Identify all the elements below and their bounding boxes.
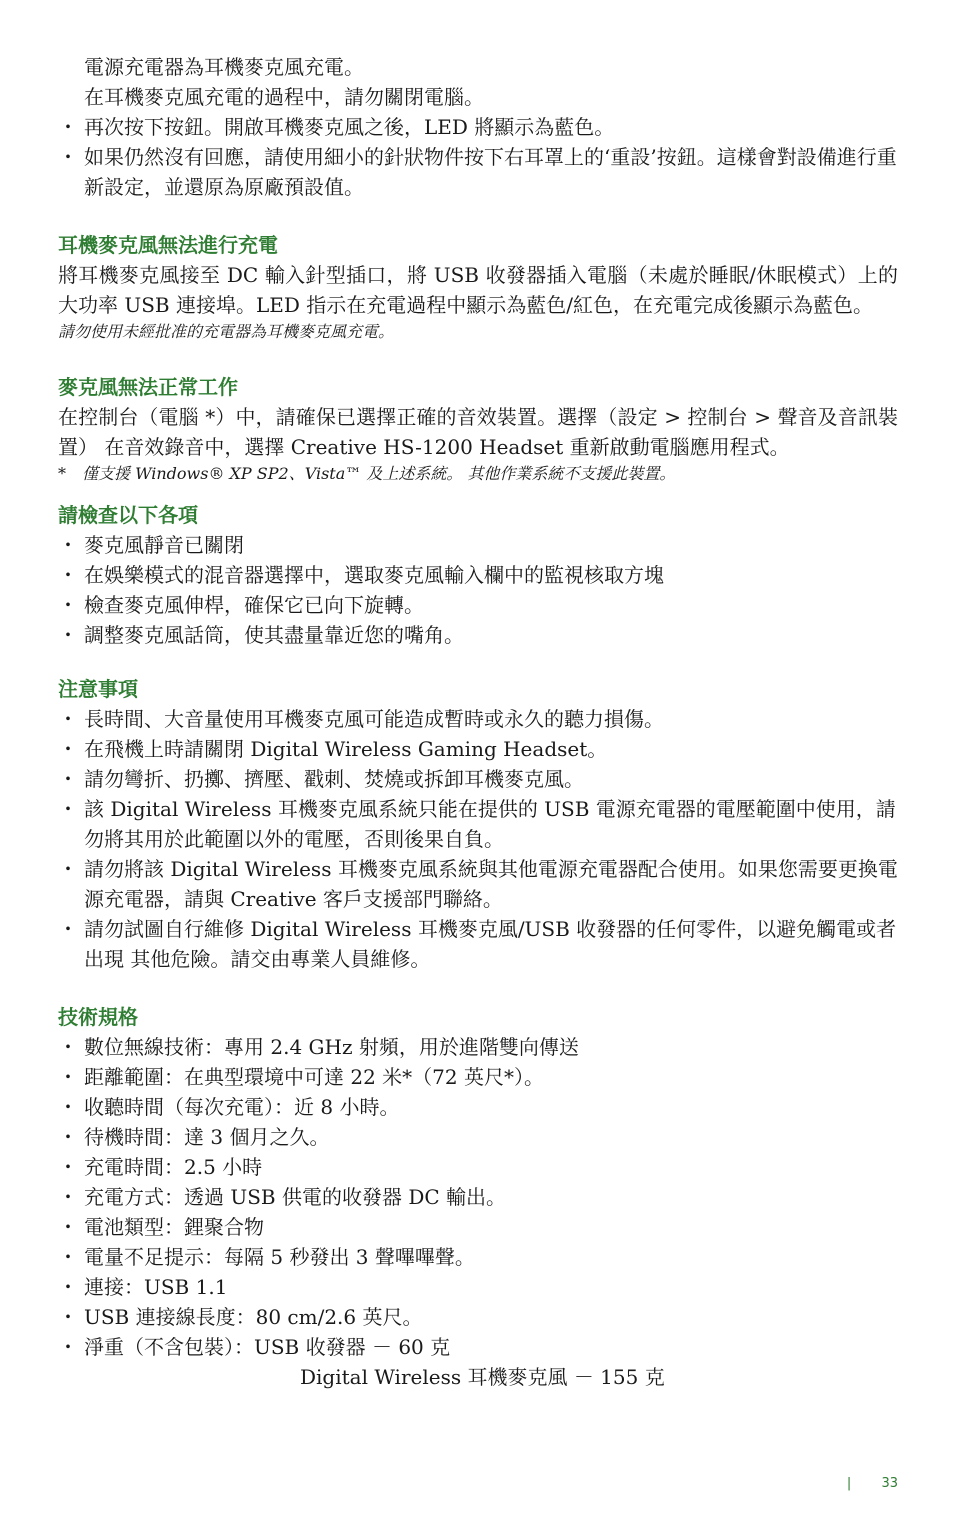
section-title-mic: 麥克風無法正常工作 (58, 375, 238, 399)
charging-note: 請勿使用未經批准的充電器為耳機麥克風充電。 (58, 322, 395, 341)
list-item: ・ USB 連接線長度：80 cm/2.6 英尺。 (58, 1302, 898, 1332)
page-number: 33 (881, 1476, 898, 1491)
list-item: ・ 請勿將該 Digital Wireless 耳機麥克風系統與其他電源充電器配合使用。如果您需要更換電源充電器，請與 Creative 客戶支援部門聯絡。 (58, 854, 898, 914)
list-item: ・ 淨重（不含包裝）：USB 收發器 － 60 克 (58, 1332, 898, 1362)
section-title-check: 請檢查以下各項 (58, 503, 198, 527)
list-item: ・ 距離範圍：在典型環境中可達 22 米*（72 英尺*）。 (58, 1062, 898, 1092)
specs-list (58, 1032, 898, 1362)
list-item: ・ 電池類型：鋰聚合物 (58, 1212, 898, 1242)
list-item: ・ 數位無線技術：專用 2.4 GHz 射頻，用於進階雙向傳送 (58, 1032, 898, 1062)
caution-list (58, 704, 898, 974)
section-title-specs: 技術規格 (58, 1005, 138, 1029)
list-item: ・ 在娛樂模式的混音器選擇中，選取麥克風輸入欄中的監視核取方塊 (58, 560, 898, 590)
list-item: ・ 該 Digital Wireless 耳機麥克風系統只能在提供的 USB 電源充電器的電壓範圍中使用，請勿將其用於此範圍以外的電壓，否則後果自負。 (58, 794, 898, 854)
list-item: ・ 請勿彎折、扔擲、擠壓、戳刺、焚燒或拆卸耳機麥克風。 (58, 764, 898, 794)
intro-list (58, 112, 898, 202)
list-item: ・ 電量不足提示：每隔 5 秒發出 3 聲嗶嗶聲。 (58, 1242, 898, 1272)
intro-line: 在耳機麥克風充電的過程中，請勿關閉電腦。 (84, 85, 484, 109)
list-item: ・ 收聽時間（每次充電）：近 8 小時。 (58, 1092, 898, 1122)
check-list (58, 530, 898, 650)
list-item: ・ 檢查麥克風伸桿，確保它已向下旋轉。 (58, 590, 898, 620)
weight-headset: Digital Wireless 耳機麥克風 － 155 克 (300, 1365, 665, 1389)
page-content (58, 52, 898, 1392)
list-item: ・ 再次按下按鈕。開啟耳機麥克風之後，LED 將顯示為藍色。 (58, 112, 898, 142)
list-item: ・ 充電時間：2.5 小時 (58, 1152, 898, 1182)
section-title-caution: 注意事項 (58, 677, 138, 701)
mic-note: * 僅支援 Windows® XP SP2、Vista™ 及上述系統。 其他作業系統不支援此裝置。 (58, 464, 676, 483)
charging-body: 將耳機麥克風接至 DC 輸入針型插口，將 USB 收發器插入電腦（未處於睡眠/休眠模式）上的大功率 USB 連接埠。LED 指示在充電過程中顯示為藍色/紅色，在充電完成後顯示為藍色。 (58, 263, 898, 317)
section-title-charging: 耳機麥克風無法進行充電 (58, 233, 278, 257)
list-item: ・ 長時間、大音量使用耳機麥克風可能造成暫時或永久的聽力損傷。 (58, 704, 898, 734)
list-item: ・ 請勿試圖自行維修 Digital Wireless 耳機麥克風/USB 收發器的任何零件，以避免觸電或者出現 其他危險。請交由專業人員維修。 (58, 914, 898, 974)
mic-body: 在控制台（電腦 *）中，請確保已選擇正確的音效裝置。選擇（設定 > 控制台 > 聲音及音訊裝置） 在音效錄音中，選擇 Creative HS-1200 Headset 重新啟動電腦應用程式。 (58, 405, 898, 459)
list-item: ・ 連接：USB 1.1 (58, 1272, 898, 1302)
list-item: ・ 如果仍然沒有回應，請使用細小的針狀物件按下右耳罩上的‘重設’按鈕。這樣會對設備進行重新設定，並還原為原廠預設值。 (58, 142, 898, 202)
footer-divider: | (846, 1476, 852, 1491)
list-item: ・ 調整麥克風話筒，使其盡量靠近您的嘴角。 (58, 620, 898, 650)
list-item: ・ 充電方式：透過 USB 供電的收發器 DC 輸出。 (58, 1182, 898, 1212)
list-item: ・ 待機時間：達 3 個月之久。 (58, 1122, 898, 1152)
intro-line: 電源充電器為耳機麥克風充電。 (84, 55, 364, 79)
list-item: ・ 在飛機上時請關閉 Digital Wireless Gaming Headset。 (58, 734, 898, 764)
page-footer (847, 1476, 898, 1491)
list-item: ・ 麥克風靜音已關閉 (58, 530, 898, 560)
